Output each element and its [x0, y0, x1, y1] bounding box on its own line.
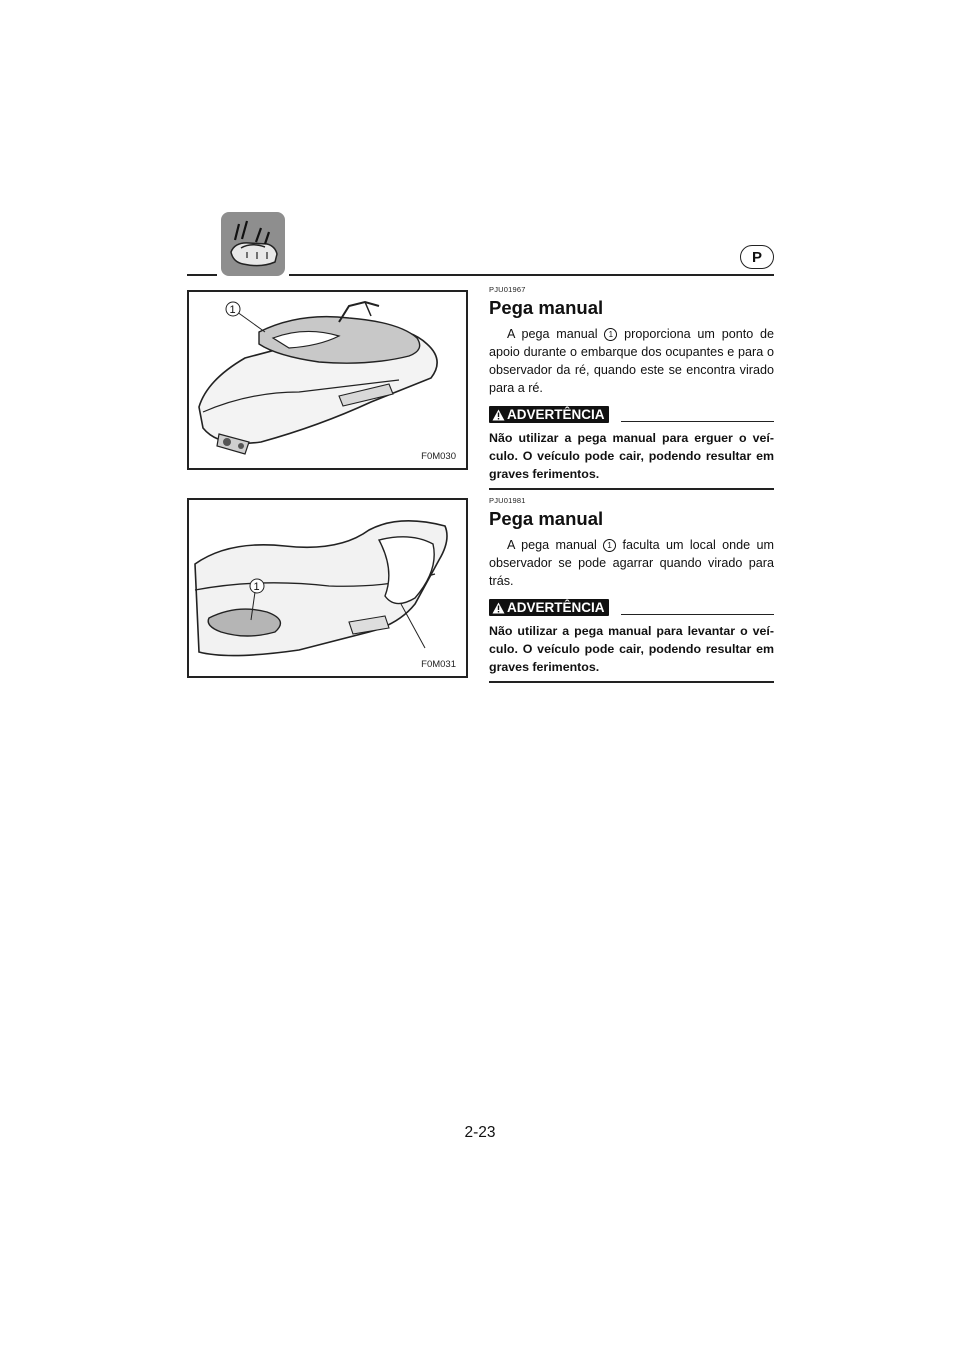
section-code: PJU01981: [489, 496, 526, 505]
warning-header: [489, 406, 774, 423]
section-title: Pega manual: [489, 297, 604, 318]
figure-callout: 1: [229, 304, 236, 316]
seat-handgrip-illustration: [189, 500, 466, 676]
header-rule-right: [289, 274, 774, 276]
section-end-rule: [489, 681, 774, 683]
section-end-rule: [489, 488, 774, 490]
callout-number: 1: [604, 328, 617, 341]
section-paragraph: A pega manual 1 proporciona um ponto de apoio durante o embarque dos ocupantes e para o observador da ré, quando este se encontra virado para a ré.: [489, 327, 774, 395]
jet-ski-handgrip-icon: [221, 212, 285, 276]
warning-text: Não utilizar a pega manual para erguer o veí-culo. O veículo pode cair, podendo resultar em graves ferimentos.: [489, 431, 774, 481]
warning-triangle-icon: [492, 409, 505, 421]
figure-code: F0M030: [421, 451, 456, 462]
language-badge: P: [740, 245, 774, 269]
section-paragraph: A pega manual 1 faculta um local onde um observador se pode agarrar quando virado para trás.: [489, 538, 774, 588]
figure-callout: 1: [253, 581, 260, 593]
figure-seat-handgrip: [187, 498, 468, 678]
warning-badge: ADVERTÊNCIA: [489, 599, 609, 616]
figure-jet-ski-rear: [187, 290, 468, 470]
figure-code: F0M031: [421, 659, 456, 670]
section-code: PJU01967: [489, 285, 526, 294]
page-number: 2-23: [464, 1124, 496, 1141]
header-rule-left: [187, 274, 217, 276]
section-handgrip-2: [489, 496, 774, 683]
callout-number: 1: [603, 539, 616, 552]
warning-rule: [621, 421, 774, 423]
section-handgrip-1: [489, 285, 774, 490]
jet-ski-rear-illustration: [189, 292, 466, 468]
warning-text: Não utilizar a pega manual para levantar o veí-culo. O veículo pode cair, podendo resultar em graves ferimentos.: [489, 624, 774, 674]
warning-triangle-icon: [492, 602, 505, 614]
warning-rule: [621, 614, 774, 616]
warning-header: [489, 599, 774, 616]
warning-badge: ADVERTÊNCIA: [489, 406, 609, 423]
section-title: Pega manual: [489, 508, 604, 529]
